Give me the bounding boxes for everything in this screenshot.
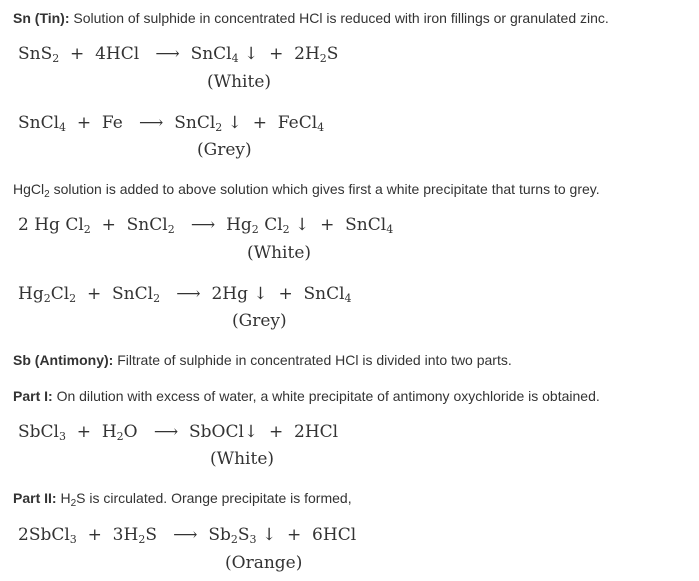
part1-paragraph <box>13 387 600 405</box>
part1-heading: Part I: <box>13 388 53 404</box>
part2-text-pre: H <box>56 490 71 506</box>
part2-heading: Part II: <box>13 490 57 506</box>
antimony-text: Filtrate of sulphide in concentrated HCl is divided into two parts. <box>113 352 512 368</box>
hgcl2-sub: 2 <box>44 189 50 200</box>
equation-sns2: SnS$_2$ + 4HCl ⟶ SnCl$_4$ ↓ + $2H_2S$ <box>18 44 339 65</box>
label-white-2: (White) <box>247 243 312 263</box>
part2-paragraph <box>13 489 352 507</box>
hgcl2-paragraph <box>13 180 600 198</box>
tin-paragraph <box>13 9 609 27</box>
part2-text-post: S is circulated. Orange precipitate is formed, <box>76 490 352 506</box>
equation-hgcl2: 2 Hg $Cl_2$ + SnCl$_2$ ⟶ $Hg_2$ $Cl_2$ ↓ + SnCl$_4$ <box>18 215 394 236</box>
part2-sub: 2 <box>70 498 77 509</box>
part1-text: On dilution with excess of water, a white precipitate of antimony oxychloride is obtained. <box>52 388 600 404</box>
hgcl2-text-pre: HgCl <box>13 181 45 197</box>
equation-sncl4-fe: SnCl$_4$ + Fe ⟶ SnCl$_2$ ↓ + FeCl$_4$ <box>18 113 325 134</box>
antimony-paragraph <box>13 351 512 369</box>
label-white-3: (White) <box>210 449 275 469</box>
label-grey-1: (Grey) <box>197 140 252 160</box>
label-white-1: (White) <box>207 72 272 92</box>
tin-heading: Sn (Tin): <box>13 10 70 26</box>
antimony-heading: Sb (Antimony): <box>13 352 114 368</box>
tin-text: Solution of sulphide in concentrated HCl is reduced with iron fillings or granulated zinc. <box>69 10 609 26</box>
label-grey-2: (Grey) <box>232 311 287 331</box>
equation-sbcl3-h2s: 2SbCl$_3$ + $3H_2S$ ⟶ $Sb_2S_3$ ↓ + 6HCl <box>18 525 357 546</box>
equation-sbcl3-h2o: SbCl$_3$ + $H_2O$ ⟶ SbOCl↓ + 2HCl <box>18 422 339 443</box>
hgcl2-text: solution is added to above solution which gives first a white precipitate that turns to grey. <box>49 181 600 197</box>
equation-hg2cl2: $Hg_2Cl_2$ + SnCl$_2$ ⟶ 2Hg ↓ + SnCl$_4$ <box>18 284 352 305</box>
label-orange: (Orange) <box>225 553 303 573</box>
